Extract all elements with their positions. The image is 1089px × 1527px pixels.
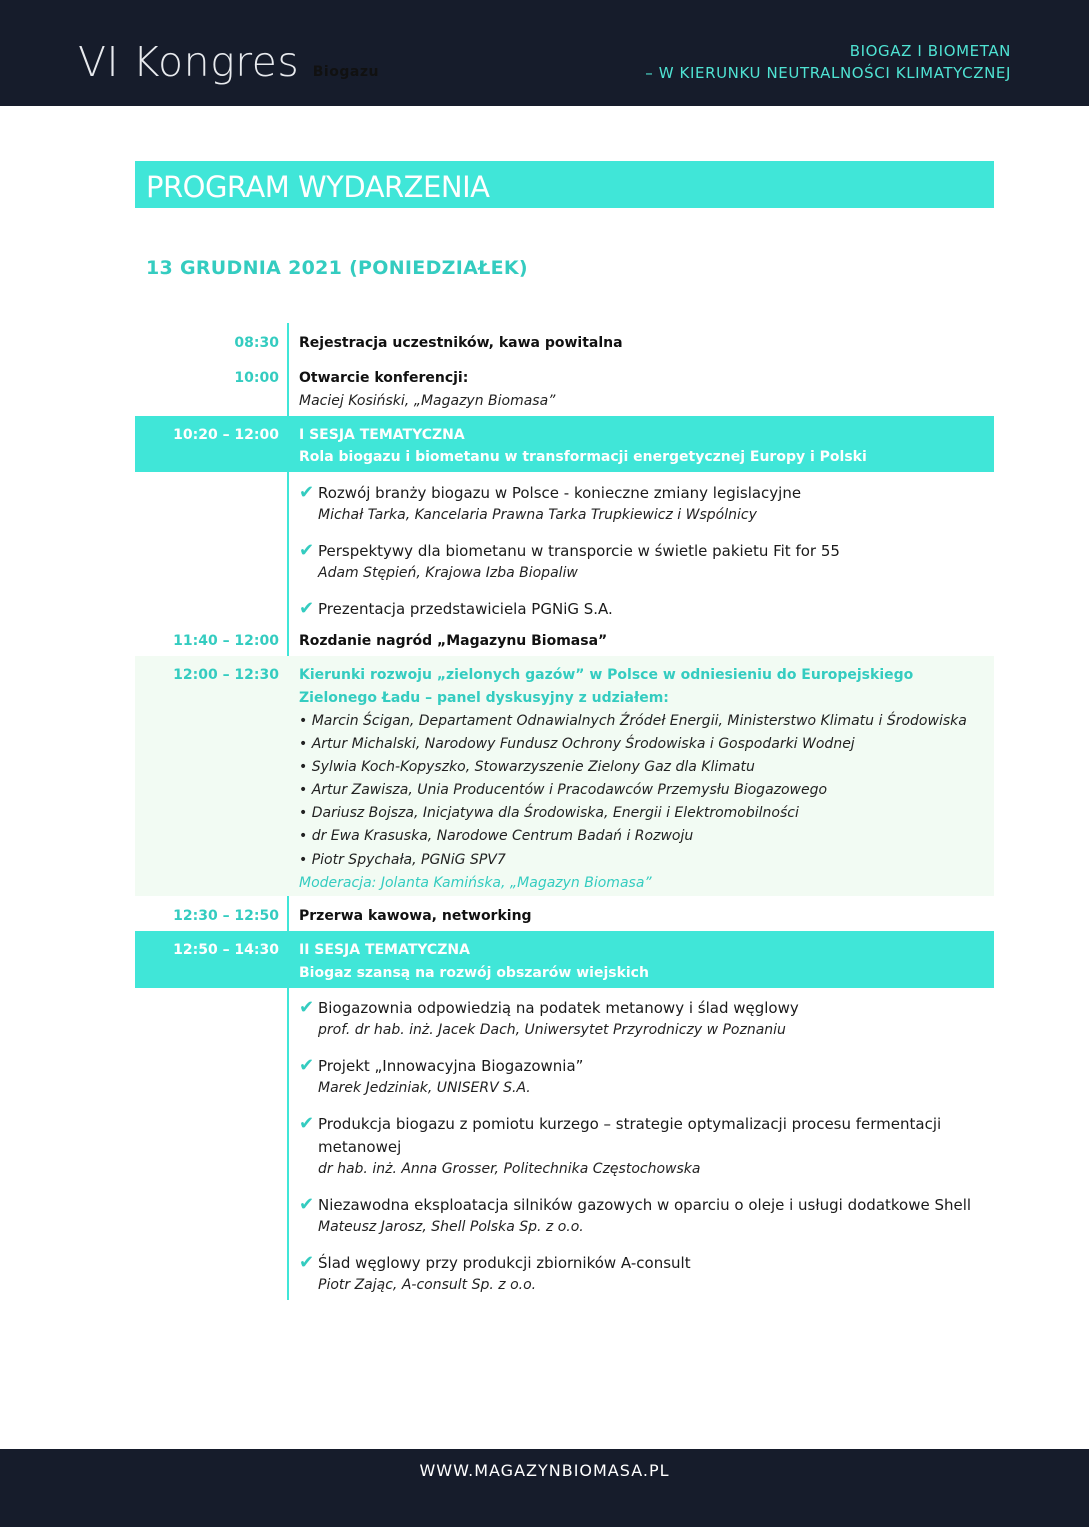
- registration-title: Rejestracja uczestników, kawa powitalna: [299, 335, 623, 351]
- time-panel: 12:00 – 12:30: [173, 667, 279, 683]
- panel-title-line-2: Zielonego Ładu – panel dyskusyjny z udziałem:: [299, 690, 669, 706]
- check-icon: ✔: [299, 1055, 315, 1076]
- panel-participant: • Marcin Ścigan, Departament Odnawialnych Źródeł Energii, Ministerstwo Klimatu i Środowiska: [299, 713, 967, 729]
- item-title: Projekt „Innowacyjna Biogazownia”: [318, 1057, 584, 1075]
- session-1-title: I SESJA TEMATYCZNA: [299, 427, 465, 443]
- page-header: [0, 0, 1089, 106]
- event-date: 13 GRUDNIA 2021 (PONIEDZIAŁEK): [146, 257, 528, 279]
- timeline-line: [287, 323, 289, 416]
- check-icon: ✔: [299, 540, 315, 561]
- check-icon: ✔: [299, 1194, 315, 1215]
- panel-participant: • Sylwia Koch-Kopyszko, Stowarzyszenie Zielony Gaz dla Klimatu: [299, 759, 755, 775]
- time-break: 12:30 – 12:50: [173, 908, 279, 924]
- check-icon: ✔: [299, 482, 315, 503]
- logo-text-bold: Biogazu: [312, 64, 379, 80]
- item-title: Biogazownia odpowiedzią na podatek metanowy i ślad węglowy: [318, 999, 799, 1017]
- time-awards: 11:40 – 12:00: [173, 633, 279, 649]
- time-registration: 08:30: [234, 335, 279, 351]
- time-session-1: 10:20 – 12:00: [173, 427, 279, 443]
- session-2-band: [135, 931, 994, 988]
- item-speaker: Adam Stępień, Krajowa Izba Biopaliw: [318, 565, 578, 581]
- panel-participant: • Dariusz Bojsza, Inicjatywa dla Środowiska, Energii i Elektromobilności: [299, 805, 799, 821]
- timeline-line: [287, 988, 289, 1300]
- check-icon: ✔: [299, 1252, 315, 1273]
- item-title: Rozwój branży biogazu w Polsce - konieczne zmiany legislacyjne: [318, 484, 802, 502]
- session-1-band: [135, 416, 994, 472]
- item-title-continued: metanowej: [318, 1138, 402, 1156]
- panel-participant: • Piotr Spychała, PGNiG SPV7: [299, 852, 506, 868]
- tagline-line-1: BIOGAZ I BIOMETAN: [849, 42, 1011, 60]
- item-speaker: Piotr Zając, A-consult Sp. z o.o.: [318, 1277, 537, 1293]
- panel-participant: • Artur Michalski, Narodowy Fundusz Ochrony Środowiska i Gospodarki Wodnej: [299, 736, 855, 752]
- panel-title-line-1: Kierunki rozwoju „zielonych gazów” w Polsce w odniesieniu do Europejskiego: [299, 667, 914, 683]
- panel-participant: • dr Ewa Krasuska, Narodowe Centrum Badań i Rozwoju: [299, 828, 694, 844]
- logo-text-light: VI Kongres: [78, 38, 313, 86]
- panel-moderation: Moderacja: Jolanta Kamińska, „Magazyn Biomasa”: [299, 875, 652, 891]
- session-1-subtitle: Rola biogazu i biometanu w transformacji energetycznej Europy i Polski: [299, 449, 867, 465]
- time-session-2: 12:50 – 14:30: [173, 942, 279, 958]
- program-title: PROGRAM WYDARZENIA: [146, 170, 490, 204]
- footer-url[interactable]: WWW.MAGAZYNBIOMASA.PL: [419, 1461, 670, 1480]
- tagline-line-2: – W KIERUNKU NEUTRALNOŚCI KLIMATYCZNEJ: [645, 64, 1011, 82]
- item-title: Prezentacja przedstawiciela PGNiG S.A.: [318, 600, 613, 618]
- page-footer: [0, 1449, 1089, 1527]
- item-title: Perspektywy dla biometanu w transporcie w świetle pakietu Fit for 55: [318, 542, 840, 560]
- break-title: Przerwa kawowa, networking: [299, 908, 532, 924]
- time-opening: 10:00: [234, 370, 279, 386]
- item-title: Ślad węglowy przy produkcji zbiorników A-consult: [318, 1254, 691, 1272]
- opening-title: Otwarcie konferencji:: [299, 370, 469, 386]
- session-2-subtitle: Biogaz szansą na rozwój obszarów wiejskich: [299, 965, 649, 981]
- session-2-title: II SESJA TEMATYCZNA: [299, 942, 470, 958]
- check-icon: ✔: [299, 1113, 315, 1134]
- item-speaker: Mateusz Jarosz, Shell Polska Sp. z o.o.: [318, 1219, 584, 1235]
- panel-participant: • Artur Zawisza, Unia Producentów i Pracodawców Przemysłu Biogazowego: [299, 782, 828, 798]
- check-icon: ✔: [299, 997, 315, 1018]
- item-speaker: Michał Tarka, Kancelaria Prawna Tarka Trupkiewicz i Wspólnicy: [318, 507, 757, 523]
- item-speaker: prof. dr hab. inż. Jacek Dach, Uniwersytet Przyrodniczy w Poznaniu: [318, 1022, 786, 1038]
- check-icon: ✔: [299, 598, 315, 619]
- program-title-bar: [135, 161, 994, 208]
- item-title: Niezawodna eksploatacja silników gazowych w oparciu o oleje i usługi dodatkowe Shell: [318, 1196, 972, 1214]
- header-tagline: [645, 40, 1011, 84]
- awards-title: Rozdanie nagród „Magazynu Biomasa”: [299, 633, 608, 649]
- item-speaker: Marek Jedziniak, UNISERV S.A.: [318, 1080, 531, 1096]
- opening-speaker: Maciej Kosiński, „Magazyn Biomasa”: [299, 393, 556, 409]
- congress-logo: [78, 38, 379, 86]
- item-speaker: dr hab. inż. Anna Grosser, Politechnika Częstochowska: [318, 1161, 701, 1177]
- item-title: Produkcja biogazu z pomiotu kurzego – strategie optymalizacji procesu fermentacji: [318, 1115, 942, 1133]
